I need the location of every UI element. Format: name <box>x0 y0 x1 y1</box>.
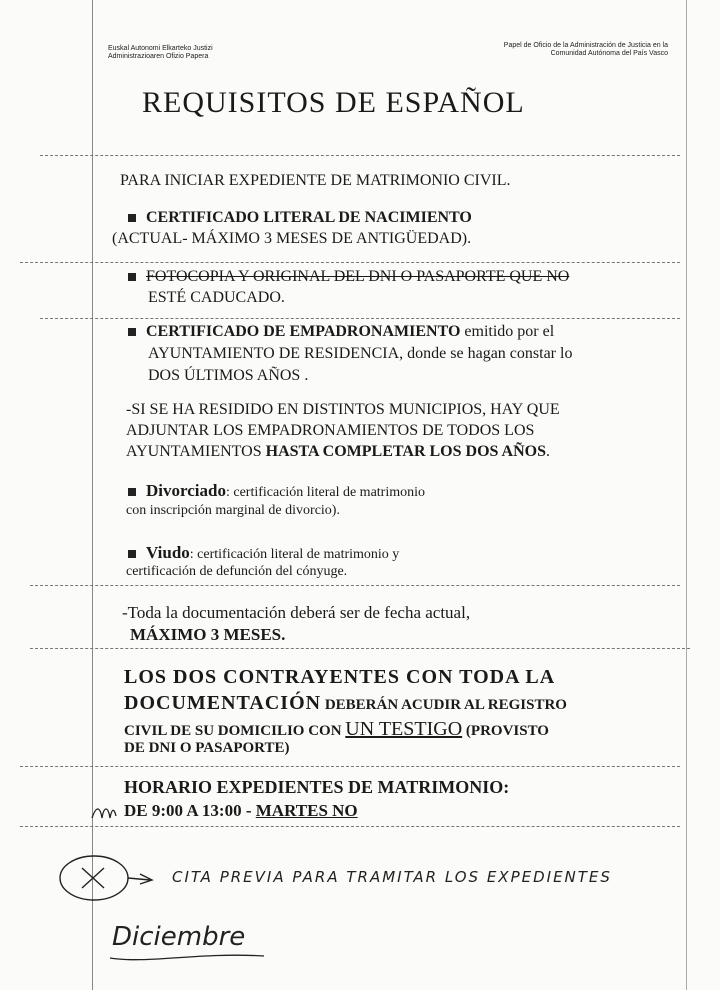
bullet-icon <box>128 273 136 281</box>
bullet-icon <box>128 488 136 496</box>
viudo-line2: certificación de defunción del cónyuge. <box>126 564 348 579</box>
fecha-line2: MÁXIMO 3 MESES. <box>130 625 286 644</box>
header-right <box>504 42 668 58</box>
header-left-line2: Administrazioaren Ofizio Papera <box>108 53 209 60</box>
divider <box>40 155 680 156</box>
note-municipios-line1: -SI SE HA RESIDIDO EN DISTINTOS MUNICIPIOS, HAY QUE <box>126 401 560 418</box>
divider <box>30 648 690 649</box>
divider <box>20 262 680 263</box>
divider <box>30 585 680 586</box>
header-right-line1: Papel de Oficio de la Administración de Justicia en la <box>503 42 668 49</box>
horario-dash: - <box>241 801 256 820</box>
contrayentes-testigo: UN TESTIGO <box>345 718 463 740</box>
contrayentes-line3c: (PROVISTO <box>462 723 549 739</box>
req-empadronamiento-line3: DOS ÚLTIMOS AÑOS . <box>148 367 309 384</box>
handwritten-underline <box>108 950 268 966</box>
req-empadronamiento-line2: AYUNTAMIENTO DE RESIDENCIA, donde se hagan constar lo <box>148 345 573 362</box>
req-birth-detail: (ACTUAL- MÁXIMO 3 MESES DE ANTIGÜEDAD). <box>112 230 472 247</box>
divorciado-line2: con inscripción marginal de divorcio). <box>126 503 340 518</box>
right-margin-line <box>686 0 687 990</box>
header-left-line1: Euskal Autonomi Elkarteko Justizi <box>108 45 213 52</box>
fecha-line1: -Toda la documentación deberá ser de fecha actual, <box>122 603 471 622</box>
left-margin-line <box>92 0 93 990</box>
horario-hours: DE 9:00 A 13:00 <box>124 801 242 820</box>
divider <box>20 826 680 827</box>
bullet-icon <box>128 550 136 558</box>
contrayentes-line3a: CIVIL DE SU DOMICILIO CON <box>124 723 346 739</box>
req-empadronamiento-rest: emitido por el <box>460 323 555 340</box>
contrayentes-line1: LOS DOS CONTRAYENTES CON TODA LA <box>124 666 556 688</box>
viudo-item <box>128 543 399 563</box>
intro-text: PARA INICIAR EXPEDIENTE DE MATRIMONIO CIVIL. <box>120 172 511 189</box>
note-municipios-line3b: HASTA COMPLETAR LOS DOS AÑOS <box>265 443 546 460</box>
req-dni-line2: ESTÉ CADUCADO. <box>148 289 285 306</box>
header-right-line2: Comunidad Autónoma del País Vasco <box>550 50 668 57</box>
req-dni <box>128 268 569 286</box>
bullet-icon <box>128 328 136 336</box>
viudo-label: Viudo <box>146 543 190 562</box>
note-municipios-line3a: AYUNTAMIENTOS <box>126 443 266 460</box>
handwritten-note: CITA PREVIA PARA TRAMITAR LOS EXPEDIENTES <box>172 868 612 886</box>
handwritten-scribble-icon <box>90 796 126 826</box>
req-birth-certificate <box>128 209 472 227</box>
bullet-icon <box>128 214 136 222</box>
circled-x-arrow-icon <box>52 848 162 908</box>
divorciado-item <box>128 481 425 501</box>
horario-closed: MARTES NO <box>255 801 358 820</box>
note-municipios-line2: ADJUNTAR LOS EMPADRONAMIENTOS DE TODOS LOS <box>126 422 535 439</box>
req-empadronamiento <box>128 323 554 341</box>
contrayentes-line4: DE DNI O PASAPORTE) <box>124 740 290 756</box>
contrayentes-line3 <box>124 718 549 741</box>
contrayentes-line2 <box>124 692 567 715</box>
divider <box>40 318 680 319</box>
req-dni-line1: FOTOCOPIA Y ORIGINAL DEL DNI O PASAPORTE QUE NO <box>146 268 570 285</box>
contrayentes-line2b: DEBERÁN ACUDIR AL REGISTRO <box>321 697 567 713</box>
divorciado-label: Divorciado <box>146 481 226 500</box>
note-municipios-line3c: . <box>545 443 550 460</box>
horario-title: HORARIO EXPEDIENTES DE MATRIMONIO: <box>124 777 510 797</box>
note-municipios-line3 <box>126 443 550 461</box>
viudo-rest: : certificación literal de matrimonio y <box>189 547 400 562</box>
divorciado-rest: : certificación literal de matrimonio <box>225 485 425 500</box>
page-title: REQUISITOS DE ESPAÑOL <box>142 86 525 119</box>
handwritten-month: Diciembre <box>112 922 246 952</box>
req-birth-title: CERTIFICADO LITERAL DE NACIMIENTO <box>146 209 472 226</box>
header-left <box>108 45 213 61</box>
contrayentes-line2a: DOCUMENTACIÓN <box>124 692 322 714</box>
req-empadronamiento-title: CERTIFICADO DE EMPADRONAMIENTO <box>146 323 461 340</box>
divider <box>20 766 680 767</box>
horario-hours-row <box>124 801 358 821</box>
